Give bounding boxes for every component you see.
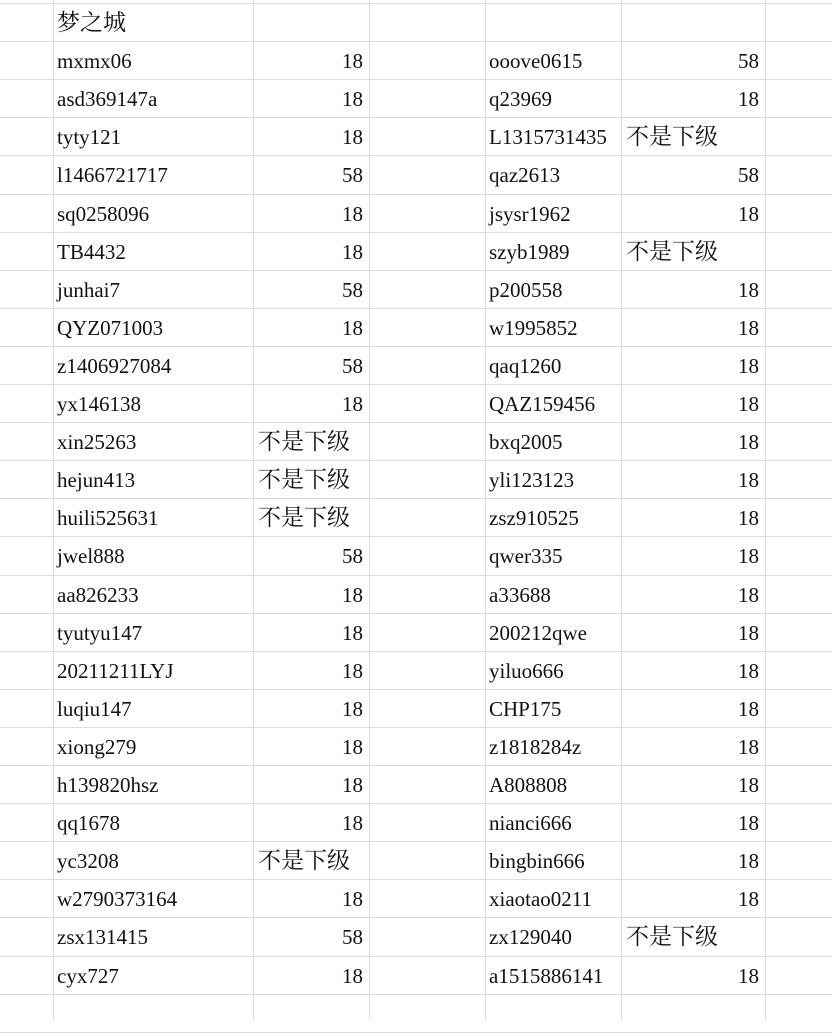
account-cell[interactable]: xiaotao0211 — [489, 887, 593, 911]
value-cell[interactable]: 18 — [342, 887, 363, 911]
account-cell[interactable]: A808808 — [489, 773, 568, 797]
account-cell[interactable]: QYZ071003 — [57, 316, 164, 340]
value-cell[interactable]: 18 — [738, 735, 759, 759]
value-cell[interactable]: 18 — [738, 316, 759, 340]
status-cell[interactable]: 不是下级 — [258, 505, 350, 531]
account-cell[interactable]: jwel888 — [57, 544, 125, 568]
account-cell[interactable]: yli123123 — [489, 468, 575, 492]
status-cell[interactable]: 不是下级 — [258, 467, 350, 493]
account-cell[interactable]: z1818284z — [489, 735, 582, 759]
account-cell[interactable]: ooove0615 — [489, 49, 583, 73]
value-cell[interactable]: 18 — [342, 621, 363, 645]
value-cell[interactable]: 58 — [342, 163, 363, 187]
account-cell[interactable]: nianci666 — [489, 811, 572, 835]
account-cell[interactable]: QAZ159456 — [489, 392, 596, 416]
value-cell[interactable]: 18 — [738, 583, 759, 607]
value-cell[interactable]: 18 — [738, 887, 759, 911]
account-cell[interactable]: cyx727 — [57, 964, 119, 988]
value-cell[interactable]: 18 — [738, 430, 759, 454]
account-cell[interactable]: h139820hsz — [57, 773, 159, 797]
account-cell[interactable]: mxmx06 — [57, 49, 132, 73]
value-cell[interactable]: 18 — [342, 125, 363, 149]
account-cell[interactable]: l1466721717 — [57, 163, 168, 187]
account-cell[interactable]: bxq2005 — [489, 430, 563, 454]
account-cell[interactable]: xiong279 — [57, 735, 137, 759]
account-cell[interactable]: yiluo666 — [489, 659, 564, 683]
account-cell[interactable]: tyty121 — [57, 125, 122, 149]
account-cell[interactable]: qq1678 — [57, 811, 120, 835]
account-cell[interactable]: w2790373164 — [57, 887, 178, 911]
value-cell[interactable]: 18 — [342, 392, 363, 416]
value-cell[interactable]: 18 — [342, 87, 363, 111]
value-cell[interactable]: 18 — [738, 468, 759, 492]
account-cell[interactable]: luqiu147 — [57, 697, 132, 721]
account-cell[interactable]: zx129040 — [489, 925, 572, 949]
value-cell[interactable]: 18 — [342, 583, 363, 607]
value-cell[interactable]: 58 — [738, 49, 759, 73]
account-cell[interactable]: zsx131415 — [57, 925, 148, 949]
value-cell[interactable]: 18 — [342, 697, 363, 721]
status-cell[interactable]: 不是下级 — [626, 124, 718, 150]
account-cell[interactable]: a1515886141 — [489, 964, 604, 988]
account-cell[interactable]: w1995852 — [489, 316, 578, 340]
account-cell[interactable]: aa826233 — [57, 583, 139, 607]
account-cell[interactable]: CHP175 — [489, 697, 562, 721]
status-cell[interactable]: 不是下级 — [258, 429, 350, 455]
sheet-title-cell[interactable]: 梦之城 — [57, 10, 126, 36]
account-cell[interactable]: z1406927084 — [57, 354, 172, 378]
value-cell[interactable]: 18 — [342, 202, 363, 226]
account-cell[interactable]: zsz910525 — [489, 506, 579, 530]
account-cell[interactable]: yc3208 — [57, 849, 119, 873]
value-cell[interactable]: 18 — [738, 621, 759, 645]
value-cell[interactable]: 18 — [738, 202, 759, 226]
value-cell[interactable]: 18 — [342, 49, 363, 73]
account-cell[interactable]: 200212qwe — [489, 621, 587, 645]
value-cell[interactable]: 58 — [342, 354, 363, 378]
value-cell[interactable]: 58 — [342, 544, 363, 568]
value-cell[interactable]: 18 — [342, 773, 363, 797]
value-cell[interactable]: 58 — [342, 925, 363, 949]
account-cell[interactable]: yx146138 — [57, 392, 141, 416]
account-cell[interactable]: qaq1260 — [489, 354, 562, 378]
value-cell[interactable]: 18 — [738, 87, 759, 111]
account-cell[interactable]: junhai7 — [57, 278, 120, 302]
account-cell[interactable]: bingbin666 — [489, 849, 585, 873]
value-cell[interactable]: 18 — [738, 278, 759, 302]
account-cell[interactable]: 20211211LYJ — [57, 659, 174, 683]
value-cell[interactable]: 18 — [342, 735, 363, 759]
status-cell[interactable]: 不是下级 — [258, 848, 350, 874]
value-cell[interactable]: 18 — [342, 659, 363, 683]
account-cell[interactable]: huili525631 — [57, 506, 159, 530]
value-cell[interactable]: 18 — [342, 316, 363, 340]
status-cell[interactable]: 不是下级 — [626, 239, 718, 265]
value-cell[interactable]: 58 — [738, 163, 759, 187]
value-cell[interactable]: 18 — [342, 240, 363, 264]
account-cell[interactable]: qaz2613 — [489, 163, 561, 187]
status-cell[interactable]: 不是下级 — [626, 924, 718, 950]
account-cell[interactable]: hejun413 — [57, 468, 136, 492]
value-cell[interactable]: 18 — [738, 697, 759, 721]
account-cell[interactable]: asd369147a — [57, 87, 158, 111]
account-cell[interactable]: sq0258096 — [57, 202, 150, 226]
account-cell[interactable]: xin25263 — [57, 430, 137, 454]
value-cell[interactable]: 18 — [342, 811, 363, 835]
value-cell[interactable]: 18 — [738, 659, 759, 683]
column-gridline — [765, 0, 766, 1020]
value-cell[interactable]: 18 — [738, 354, 759, 378]
value-cell[interactable]: 18 — [738, 392, 759, 416]
value-cell[interactable]: 18 — [738, 773, 759, 797]
account-cell[interactable]: a33688 — [489, 583, 551, 607]
account-cell[interactable]: p200558 — [489, 278, 563, 302]
account-cell[interactable]: tyutyu147 — [57, 621, 143, 645]
value-cell[interactable]: 58 — [342, 278, 363, 302]
account-cell[interactable]: jsysr1962 — [489, 202, 571, 226]
account-cell[interactable]: q23969 — [489, 87, 552, 111]
value-cell[interactable]: 18 — [738, 849, 759, 873]
value-cell[interactable]: 18 — [738, 811, 759, 835]
value-cell[interactable]: 18 — [738, 544, 759, 568]
value-cell[interactable]: 18 — [342, 964, 363, 988]
value-cell[interactable]: 18 — [738, 964, 759, 988]
value-cell[interactable]: 18 — [738, 506, 759, 530]
row-gridline — [0, 3, 832, 4]
account-cell[interactable]: szyb1989 — [489, 240, 570, 264]
account-cell[interactable]: L1315731435 — [489, 125, 607, 149]
account-cell[interactable]: qwer335 — [489, 544, 563, 568]
column-gridline — [369, 0, 370, 1020]
account-cell[interactable]: TB4432 — [57, 240, 126, 264]
